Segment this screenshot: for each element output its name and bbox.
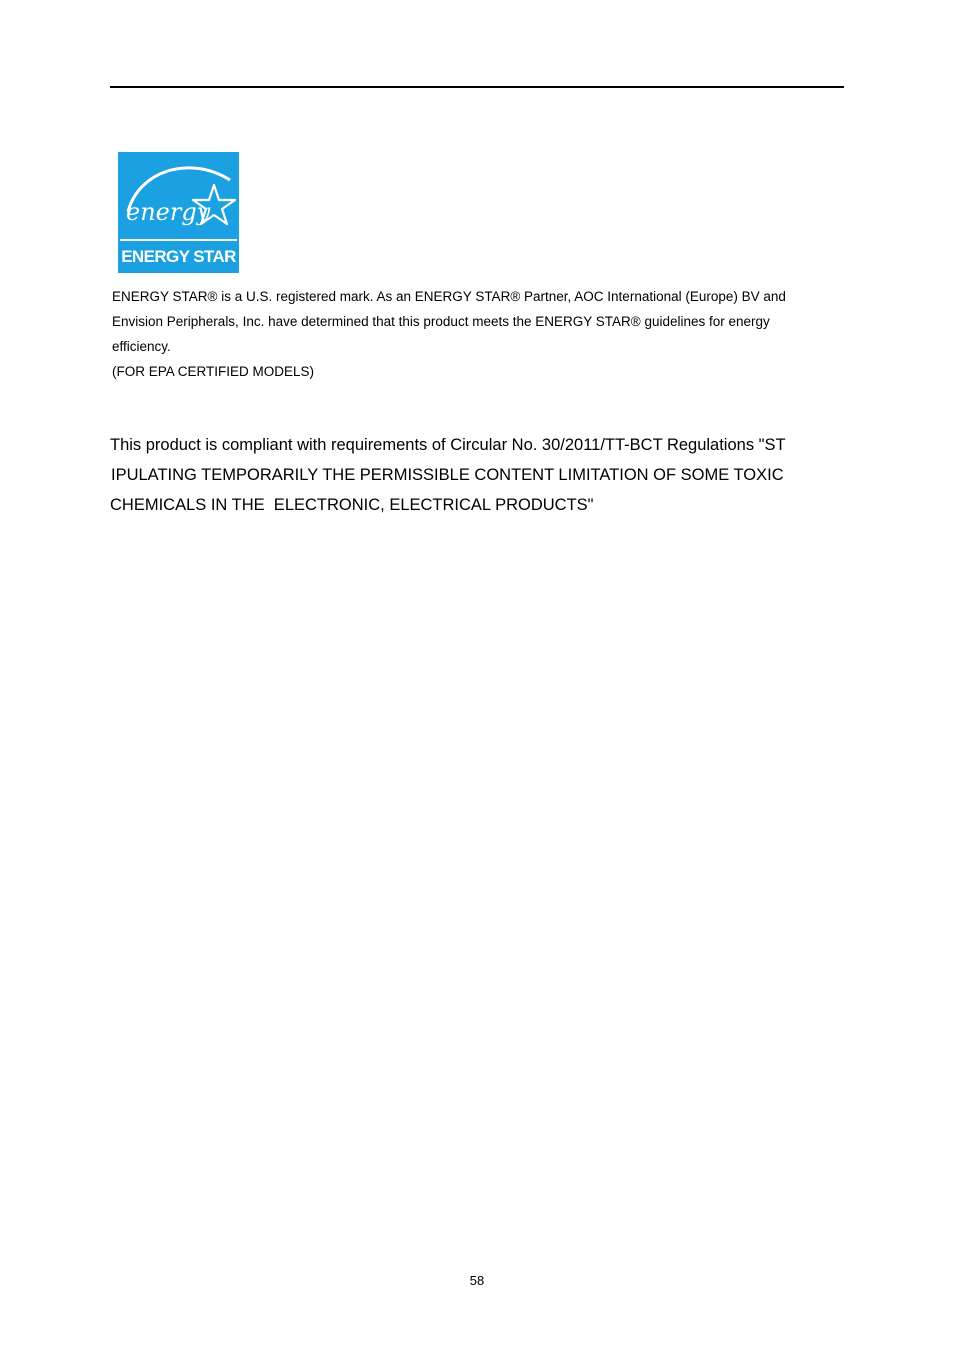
circular-compliance-statement: [110, 430, 850, 520]
header-rule: [110, 86, 844, 88]
energy-script-text: energy: [126, 198, 211, 226]
compliance-line-1: This product is compliant with requirements of Circular No. 30/2011/TT-BCT Regulations "ST: [110, 436, 786, 454]
page-number: 58: [469, 1273, 485, 1288]
energy-star-logo-text: ENERGY STAR: [121, 247, 236, 266]
energy-star-line-1: ENERGY STAR® is a U.S. registered mark. As an ENERGY STAR® Partner, AOC International (Europe) BV and: [112, 289, 786, 304]
compliance-line-2: IPULATING TEMPORARILY THE PERMISSIBLE CONTENT LIMITATION OF SOME TOXIC: [111, 466, 784, 484]
energy-star-arc-icon: [118, 152, 239, 244]
energy-star-line-3: efficiency.: [112, 339, 171, 354]
epa-certified-note: (FOR EPA CERTIFIED MODELS): [112, 364, 315, 379]
energy-star-line-2: Envision Peripherals, Inc. have determined that this product meets the ENERGY STAR® guidelines for energy: [112, 314, 770, 329]
energy-star-logo-icon: [118, 152, 239, 273]
compliance-line-3: CHEMICALS IN THE ELECTRONIC, ELECTRICAL PRODUCTS": [110, 496, 594, 514]
energy-star-statement: [112, 284, 852, 384]
